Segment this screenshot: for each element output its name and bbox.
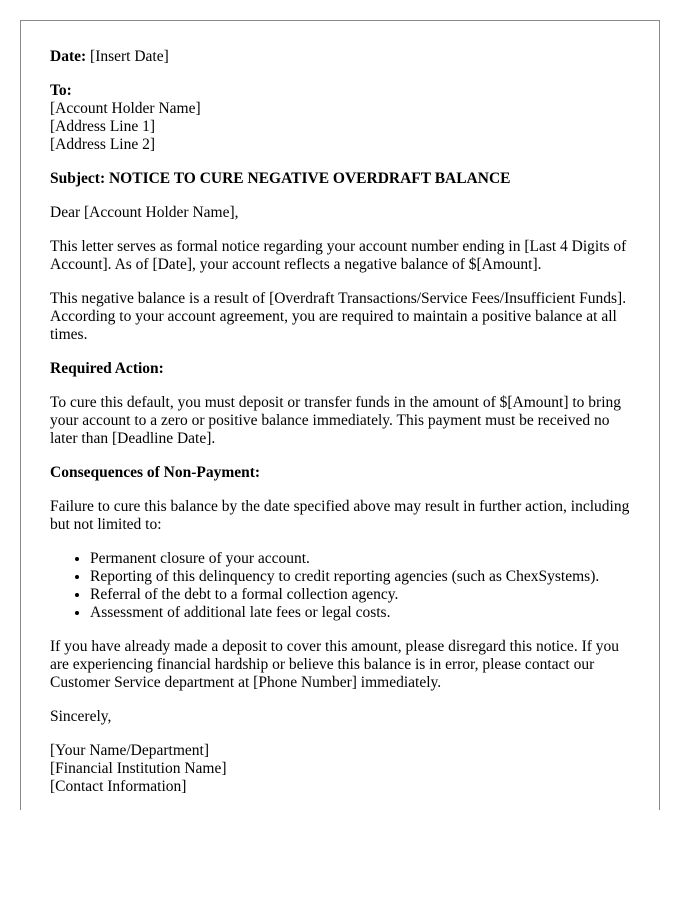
signature-contact: [Contact Information] bbox=[50, 778, 187, 795]
subject-line bbox=[50, 170, 640, 188]
action-paragraph: To cure this default, you must deposit or transfer funds in the amount of $[Amount] to bring your account to a zero or positive balance immediately. This payment must be received no later than [Deadline Date]. bbox=[50, 394, 622, 447]
date-line bbox=[50, 48, 640, 66]
required-action-heading: Required Action: bbox=[50, 360, 164, 377]
signature-institution: [Financial Institution Name] bbox=[50, 760, 227, 777]
letter-page bbox=[20, 20, 660, 810]
subject-value: NOTICE TO CURE NEGATIVE OVERDRAFT BALANCE bbox=[108, 170, 511, 187]
closing-paragraph: If you have already made a deposit to cover this amount, please disregard this notice. If you are experiencing financial hardship or believe this balance is in error, please contact our Customer Service department at [Phone Number] immediately. bbox=[50, 638, 620, 691]
list-item: • Assessment of additional late fees or legal costs. bbox=[90, 604, 640, 622]
salutation: Dear [Account Holder Name], bbox=[50, 204, 239, 221]
signature-name: [Your Name/Department] bbox=[50, 742, 209, 759]
list-item: • Permanent closure of your account. bbox=[90, 550, 640, 568]
signoff: Sincerely, bbox=[50, 708, 112, 725]
to-label: To: bbox=[50, 82, 72, 99]
letter-body bbox=[50, 48, 640, 812]
intro-paragraph: This letter serves as formal notice regarding your account number ending in [Last 4 Digits of Account]. As of [Date], your account reflects a negative balance of $[Amount]. bbox=[50, 238, 627, 273]
recipient-address-line-2: [Address Line 2] bbox=[50, 136, 156, 153]
recipient-block bbox=[50, 82, 640, 154]
list-item: • Reporting of this delinquency to credit reporting agencies (such as ChexSystems). bbox=[90, 568, 640, 586]
recipient-address-line-1: [Address Line 1] bbox=[50, 118, 156, 135]
date-value: [Insert Date] bbox=[90, 48, 169, 65]
list-item: • Referral of the debt to a formal collection agency. bbox=[90, 586, 640, 604]
consequences-intro-paragraph: Failure to cure this balance by the date specified above may result in further action, including but not limited to: bbox=[50, 498, 630, 533]
signature-block bbox=[50, 742, 640, 796]
subject-label: Subject: bbox=[50, 170, 106, 187]
recipient-name: [Account Holder Name] bbox=[50, 100, 201, 117]
consequences-list bbox=[50, 550, 640, 622]
cause-paragraph: This negative balance is a result of [Overdraft Transactions/Service Fees/Insufficient Funds]. According to your account agreement, you are required to maintain a positive balance at all times. bbox=[50, 290, 627, 343]
consequences-heading: Consequences of Non-Payment: bbox=[50, 464, 261, 481]
date-label: Date: bbox=[50, 48, 87, 65]
